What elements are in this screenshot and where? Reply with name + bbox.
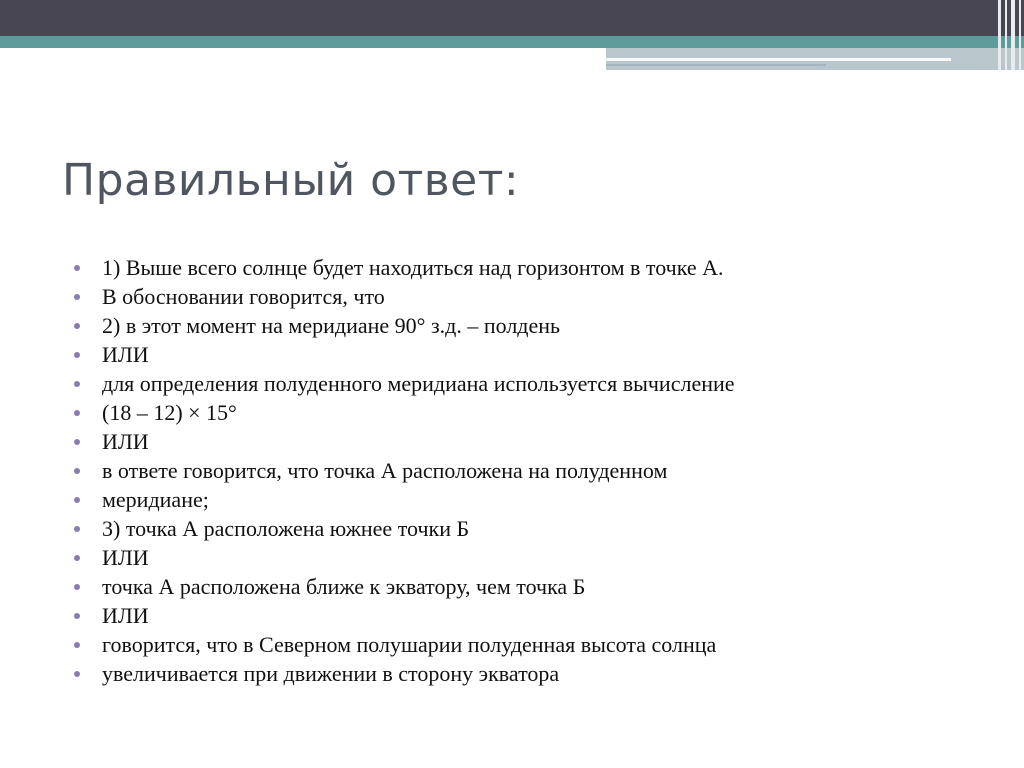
top-right-stripes [996,0,1024,70]
bullet-item [72,311,972,340]
bullet-text: для определения полуденного меридиана используется вычисление [102,371,735,396]
bullet-dot-icon [74,439,80,445]
top-banner-line-light [606,58,951,61]
slide-title: Правильный ответ: [62,155,520,206]
bullet-item [72,572,972,601]
bullet-item [72,456,972,485]
top-banner-line-teal [606,64,826,66]
bullet-text: 2) в этот момент на меридиане 90° з.д. – полдень [102,313,561,338]
bullet-dot-icon [74,323,80,329]
bullet-dot-icon [74,584,80,590]
bullet-text: В обосновании говорится, что [102,284,385,309]
bullet-text: ИЛИ [102,429,149,454]
bullet-text: говорится, что в Северном полушарии полуденная высота солнца [102,632,717,657]
bullet-item [72,659,972,688]
bullet-text: 1) Выше всего солнце будет находиться над горизонтом в точке А. [102,255,724,280]
bullet-dot-icon [74,265,80,271]
bullet-text: увеличивается при движении в сторону экватора [102,661,560,686]
bullet-item [72,514,972,543]
bullet-text: точка А расположена ближе к экватору, чем точка Б [102,574,586,599]
bullet-text: ИЛИ [102,545,149,570]
bullet-list [72,253,972,688]
bullet-text: 3) точка А расположена южнее точки Б [102,516,470,541]
bullet-text: (18 – 12) × 15° [102,400,237,425]
bullet-item [72,398,972,427]
bullet-dot-icon [74,671,80,677]
bullet-dot-icon [74,468,80,474]
bullet-item [72,253,972,282]
bullet-dot-icon [74,526,80,532]
bullet-dot-icon [74,381,80,387]
bullet-dot-icon [74,613,80,619]
bullet-text: меридиане; [102,487,209,512]
bullet-text: в ответе говорится, что точка А расположена на полуденном [102,458,668,483]
top-banner-dark [0,0,1024,36]
bullet-item [72,630,972,659]
bullet-dot-icon [74,497,80,503]
top-banner-teal [0,36,1024,48]
bullet-item [72,340,972,369]
bullet-item [72,369,972,398]
bullet-dot-icon [74,555,80,561]
bullet-item [72,485,972,514]
bullet-dot-icon [74,410,80,416]
bullet-item [72,282,972,311]
bullet-item [72,543,972,572]
bullet-dot-icon [74,352,80,358]
bullet-text: ИЛИ [102,342,149,367]
bullet-dot-icon [74,642,80,648]
bullet-item [72,601,972,630]
bullet-item [72,427,972,456]
bullet-dot-icon [74,294,80,300]
bullet-text: ИЛИ [102,603,149,628]
